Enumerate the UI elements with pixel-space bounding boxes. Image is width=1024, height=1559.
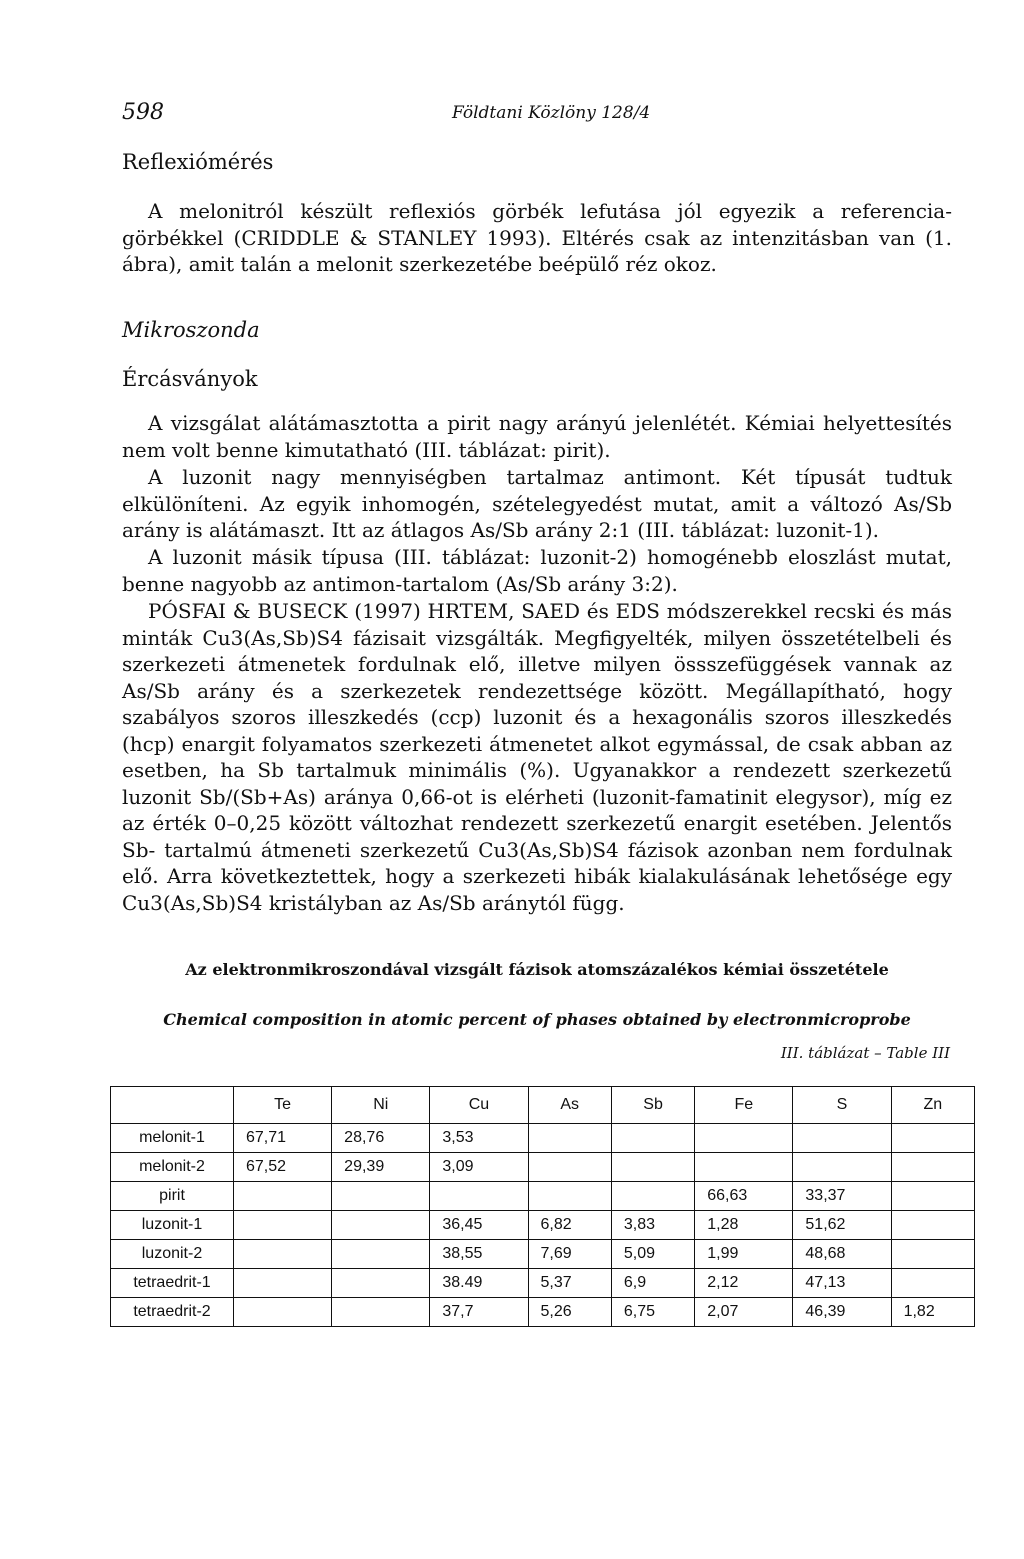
table-row: [111, 1269, 975, 1298]
table-label: III. táblázat – Table III: [780, 1044, 950, 1062]
table-row: [111, 1182, 975, 1211]
table-cell: 7,69: [528, 1240, 611, 1269]
header-cell: Sb: [611, 1087, 694, 1124]
table-cell: 51,62: [793, 1211, 891, 1240]
table-cell: [891, 1240, 974, 1269]
table-cell: [891, 1182, 974, 1211]
table-cell: 5,37: [528, 1269, 611, 1298]
header-cell: S: [793, 1087, 891, 1124]
table-cell: 1,99: [695, 1240, 793, 1269]
table-cell: [332, 1298, 430, 1327]
table-cell: [891, 1153, 974, 1182]
paragraph-reflexio: A melonitról készült reflexiós görbék lefutása jól egyezik a referencia-görbékkel (CRIDDLE & STANLEY 1993). Eltérés csak az intenzitásban van (1. ábra), amit talán a melonit szerkezetébe beépülő réz okoz.: [122, 199, 952, 276]
row-label: luzonit-2: [111, 1240, 234, 1269]
header-cell: Cu: [430, 1087, 528, 1124]
table-cell: [793, 1153, 891, 1182]
paragraph-luzonit-1: A luzonit nagy mennyiségben tartalmaz antimont. Két típusát tudtuk elkülöníteni. Az egyik inhomogén, szételegyedést mutat, amit a változó As/Sb arány is alátámaszt. Itt az átlagos As/Sb arány 2:1 (III. táblázat: luzonit-1).: [122, 465, 952, 542]
row-label: tetraedrit-1: [111, 1269, 234, 1298]
header-cell: Fe: [695, 1087, 793, 1124]
table-cell: [528, 1124, 611, 1153]
table-cell: [430, 1182, 528, 1211]
table-header-row: [111, 1087, 975, 1124]
paragraph-luzonit-2: A luzonit másik típusa (III. táblázat: luzonit-2) homogénebb eloszlást mutat, benne nagyobb az antimon-tartalom (As/Sb arány 3:2).: [122, 545, 952, 596]
table-row: [111, 1153, 975, 1182]
table-cell: 36,45: [430, 1211, 528, 1240]
table-cell: 3,83: [611, 1211, 694, 1240]
table-cell: 38,55: [430, 1240, 528, 1269]
table-cell: 3,53: [430, 1124, 528, 1153]
table-cell: [793, 1124, 891, 1153]
table-row: [111, 1124, 975, 1153]
table-cell: 3,09: [430, 1153, 528, 1182]
row-label: melonit-2: [111, 1153, 234, 1182]
table-cell: [695, 1153, 793, 1182]
table-cell: 1,82: [891, 1298, 974, 1327]
table-cell: [695, 1124, 793, 1153]
table-cell: 2,07: [695, 1298, 793, 1327]
table-caption-hungarian: Az elektronmikroszondával vizsgált fázisok atomszázalékos kémiai összetétele: [185, 960, 889, 979]
table-cell: [891, 1211, 974, 1240]
composition-table: [110, 1086, 975, 1327]
page-header: [122, 100, 942, 130]
table-cell: 5,09: [611, 1240, 694, 1269]
table-row: [111, 1211, 975, 1240]
table-cell: 2,12: [695, 1269, 793, 1298]
section-title-reflexio: Reflexiómérés: [122, 150, 274, 174]
table-cell: [528, 1153, 611, 1182]
table-cell: 6,75: [611, 1298, 694, 1327]
section-title-mikroszonda: Mikroszonda: [122, 318, 260, 342]
paragraph-posfai: PÓSFAI & BUSECK (1997) HRTEM, SAED és EDS módszerekkel recski és más minták Cu3(As,Sb)S4 fázisait vizsgálták. Megfigyelték, milyen összetételbeli és szerkezeti átmenetek fordulnak elő, illetve milyen össszefüggések vannak az As/Sb arány és a szerkezetek rendezettsége között. Megállapítható, hogy szabályos szoros illeszkedés (ccp) luzonit és a hexagonális szoros illeszkedés (hcp) enargit folyamatos szerkezeti átmenetet alkot egymással, de csak abban az esetben, ha Sb tartalmuk minimális (%). Ugyanakkor a rendezett szerkezetű luzonit Sb/(Sb+As) aránya 0,66-ot is elérheti (luzonit-famatinit elegysor), míg ez az érték 0–0,25 között változhat rendezett szerkezetű enargit esetében. Jelentős Sb- tartalmú átmeneti szerkezetű Cu3(As,Sb)S4 fázisok azonban nem fordulnak elő. Arra következtettek, hogy a szerkezeti hibák kialakulásának lehetősége egy Cu3(As,Sb)S4 kristályban az As/Sb aránytól függ.: [122, 599, 952, 915]
table-cell: [332, 1182, 430, 1211]
row-label: melonit-1: [111, 1124, 234, 1153]
table-cell: [234, 1298, 332, 1327]
table-cell: [234, 1211, 332, 1240]
header-cell: Te: [234, 1087, 332, 1124]
table-cell: [528, 1182, 611, 1211]
table-row: [111, 1298, 975, 1327]
header-cell: Ni: [332, 1087, 430, 1124]
table-cell: [611, 1124, 694, 1153]
table-cell: 6,9: [611, 1269, 694, 1298]
table-cell: 29,39: [332, 1153, 430, 1182]
header-cell: As: [528, 1087, 611, 1124]
table-caption-english: Chemical composition in atomic percent of phases obtained by electronmicroprobe: [163, 1010, 911, 1029]
table-cell: [234, 1240, 332, 1269]
table-cell: 5,26: [528, 1298, 611, 1327]
paragraph-pirit: A vizsgálat alátámasztotta a pirit nagy arányú jelenlétét. Kémiai helyettesítés nem volt benne kimutatható (III. táblázat: pirit).: [122, 411, 952, 462]
table-cell: 1,28: [695, 1211, 793, 1240]
header-cell: [111, 1087, 234, 1124]
table-cell: 67,52: [234, 1153, 332, 1182]
table-cell: 67,71: [234, 1124, 332, 1153]
table-cell: 28,76: [332, 1124, 430, 1153]
table-cell: [611, 1182, 694, 1211]
table-cell: [611, 1153, 694, 1182]
table-cell: [891, 1124, 974, 1153]
section-title-ercasvanyok: Ércásványok: [122, 367, 258, 391]
table-cell: [332, 1240, 430, 1269]
row-label: luzonit-1: [111, 1211, 234, 1240]
table-cell: 47,13: [793, 1269, 891, 1298]
table-cell: 37,7: [430, 1298, 528, 1327]
table-cell: 33,37: [793, 1182, 891, 1211]
table-cell: 48,68: [793, 1240, 891, 1269]
table-cell: 66,63: [695, 1182, 793, 1211]
table-cell: 38.49: [430, 1269, 528, 1298]
row-label: pirit: [111, 1182, 234, 1211]
table-cell: [234, 1269, 332, 1298]
header-cell: Zn: [891, 1087, 974, 1124]
table-row: [111, 1240, 975, 1269]
table-cell: [332, 1211, 430, 1240]
table-cell: [891, 1269, 974, 1298]
page-number: 598: [122, 100, 164, 125]
table-cell: [234, 1182, 332, 1211]
table-cell: 6,82: [528, 1211, 611, 1240]
table-cell: [332, 1269, 430, 1298]
row-label: tetraedrit-2: [111, 1298, 234, 1327]
journal-title: Földtani Közlöny 128/4: [452, 103, 651, 123]
table-cell: 46,39: [793, 1298, 891, 1327]
